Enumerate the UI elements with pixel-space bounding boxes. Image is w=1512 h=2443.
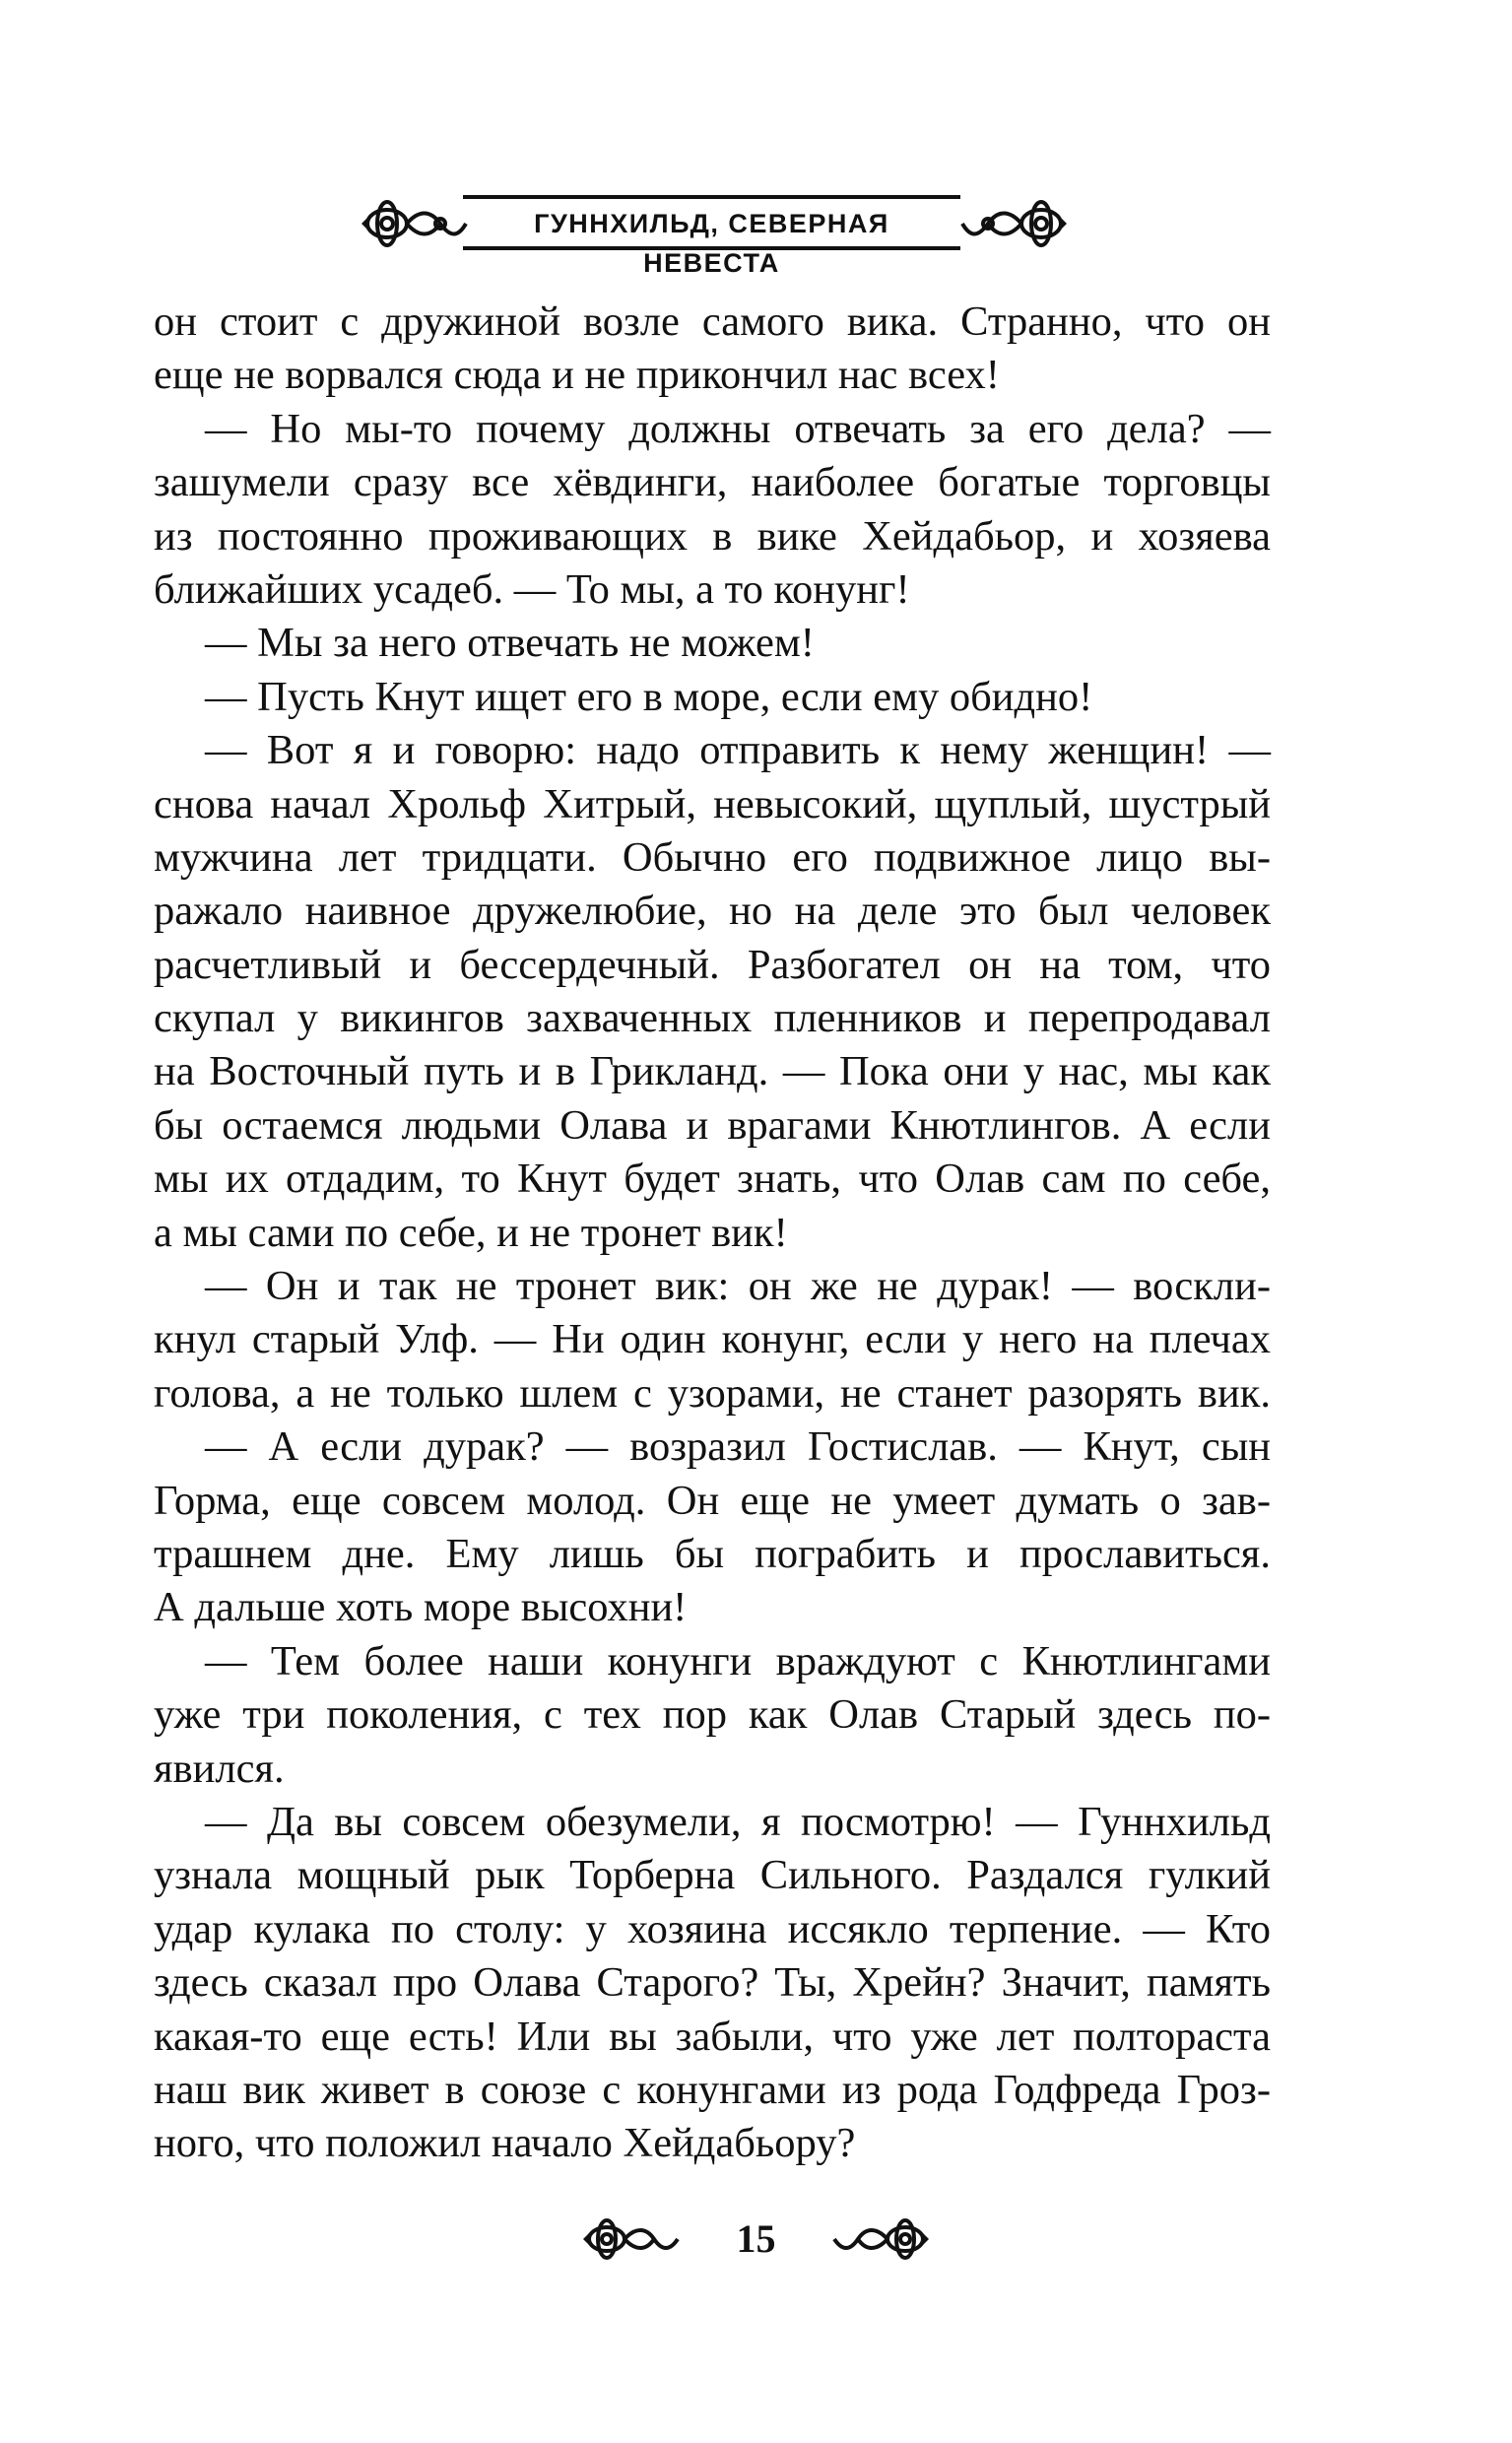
text-line: на Восточный путь и в Грикланд. — Пока они у нас, мы как [154,1048,1271,1095]
text-line: трашнем дне. Ему лишь бы пограбить и прославиться. [154,1530,1271,1577]
knot-ornament-icon [360,192,468,255]
text-line: — Пусть Кнут ищет его в море, если ему обидно! [205,673,1093,720]
text-line: наш вик живет в союзе с конунгами из рода Годфреда Гроз- [154,2066,1271,2113]
text-line: ближайших усадеб. — То мы, а то конунг! [154,565,910,613]
text-line: бы остаемся людьми Олава и врагами Кнютлингов. А если [154,1101,1271,1149]
text-line: — Но мы-то почему должны отвечать за его дела? — [205,405,1271,452]
running-header-title: ГУННХИЛЬД, СЕВЕРНАЯ НЕВЕСТА [534,209,889,278]
text-line: голова, а не только шлем с узорами, не станет разорять вик. [154,1369,1271,1417]
knot-ornament-icon [832,2212,931,2267]
text-line: Горма, еще совсем молод. Он еще не умеет думать о зав- [154,1477,1271,1524]
text-line: мужчина лет тридцати. Обычно его подвижное лицо вы- [154,833,1271,881]
text-line: ражало наивное дружелюбие, но на деле это был человек [154,888,1271,935]
text-line: какая-то еще есть! Или вы забыли, что уже лет полтораста [154,2013,1271,2060]
page-number: 15 [736,2216,776,2261]
text-line: — Он и так не тронет вик: он же не дурак! — воскли- [205,1263,1271,1310]
body-text [154,296,1271,2171]
text-line: А дальше хоть море высохни! [154,1584,688,1631]
text-line: — Тем более наши конунги враждуют с Кнютлингами [205,1637,1271,1684]
text-line: скупал у викингов захваченных пленников и перепродавал [154,995,1271,1042]
text-line: а мы сами по себе, и не тронет вик! [154,1209,788,1256]
text-line: — Да вы совсем обезумели, я посмотрю! — Гуннхильд [205,1798,1271,1845]
knot-ornament-icon [960,192,1069,255]
text-line: кнул старый Улф. — Ни один конунг, если у него на плечах [154,1316,1271,1363]
running-header [0,195,1512,278]
text-line: — Мы за него отвечать не можем! [205,620,815,667]
text-line: явился. [154,1745,285,1792]
text-line: он стоит с дружиной возле самого вика. Странно, что он [154,298,1271,345]
text-line: удар кулака по столу: у хозяина иссякло терпение. — Кто [154,1905,1271,1952]
text-line: еще не ворвался сюда и не прикончил нас всех! [154,352,1000,399]
text-line: уже три поколения, с тех пор как Олав Старый здесь по- [154,1691,1271,1739]
text-line: — Вот я и говорю: надо отправить к нему женщин! — [205,727,1271,774]
text-line: здесь сказал про Олава Старого? Ты, Хрейн? Значит, память [154,1959,1271,2007]
text-line: расчетливый и бессердечный. Разбогател он на том, что [154,941,1271,988]
text-line: зашумели сразу все хёвдинги, наиболее богатые торговцы [154,459,1271,506]
text-line: ного, что положил начало Хейдабьору? [154,2120,856,2167]
text-line: мы их отдадим, то Кнут будет знать, что Олав сам по себе, [154,1155,1271,1203]
text-line: снова начал Хрольф Хитрый, невысокий, щуплый, шустрый [154,780,1271,827]
text-line: из постоянно проживающих в вике Хейдабьор, и хозяева [154,512,1271,560]
knot-ornament-icon [581,2212,680,2267]
text-line: — А если дурак? — возразил Гостислав. — Кнут, сын [205,1423,1271,1471]
text-line: узнала мощный рык Торберна Сильного. Раздался гулкий [154,1852,1271,1899]
